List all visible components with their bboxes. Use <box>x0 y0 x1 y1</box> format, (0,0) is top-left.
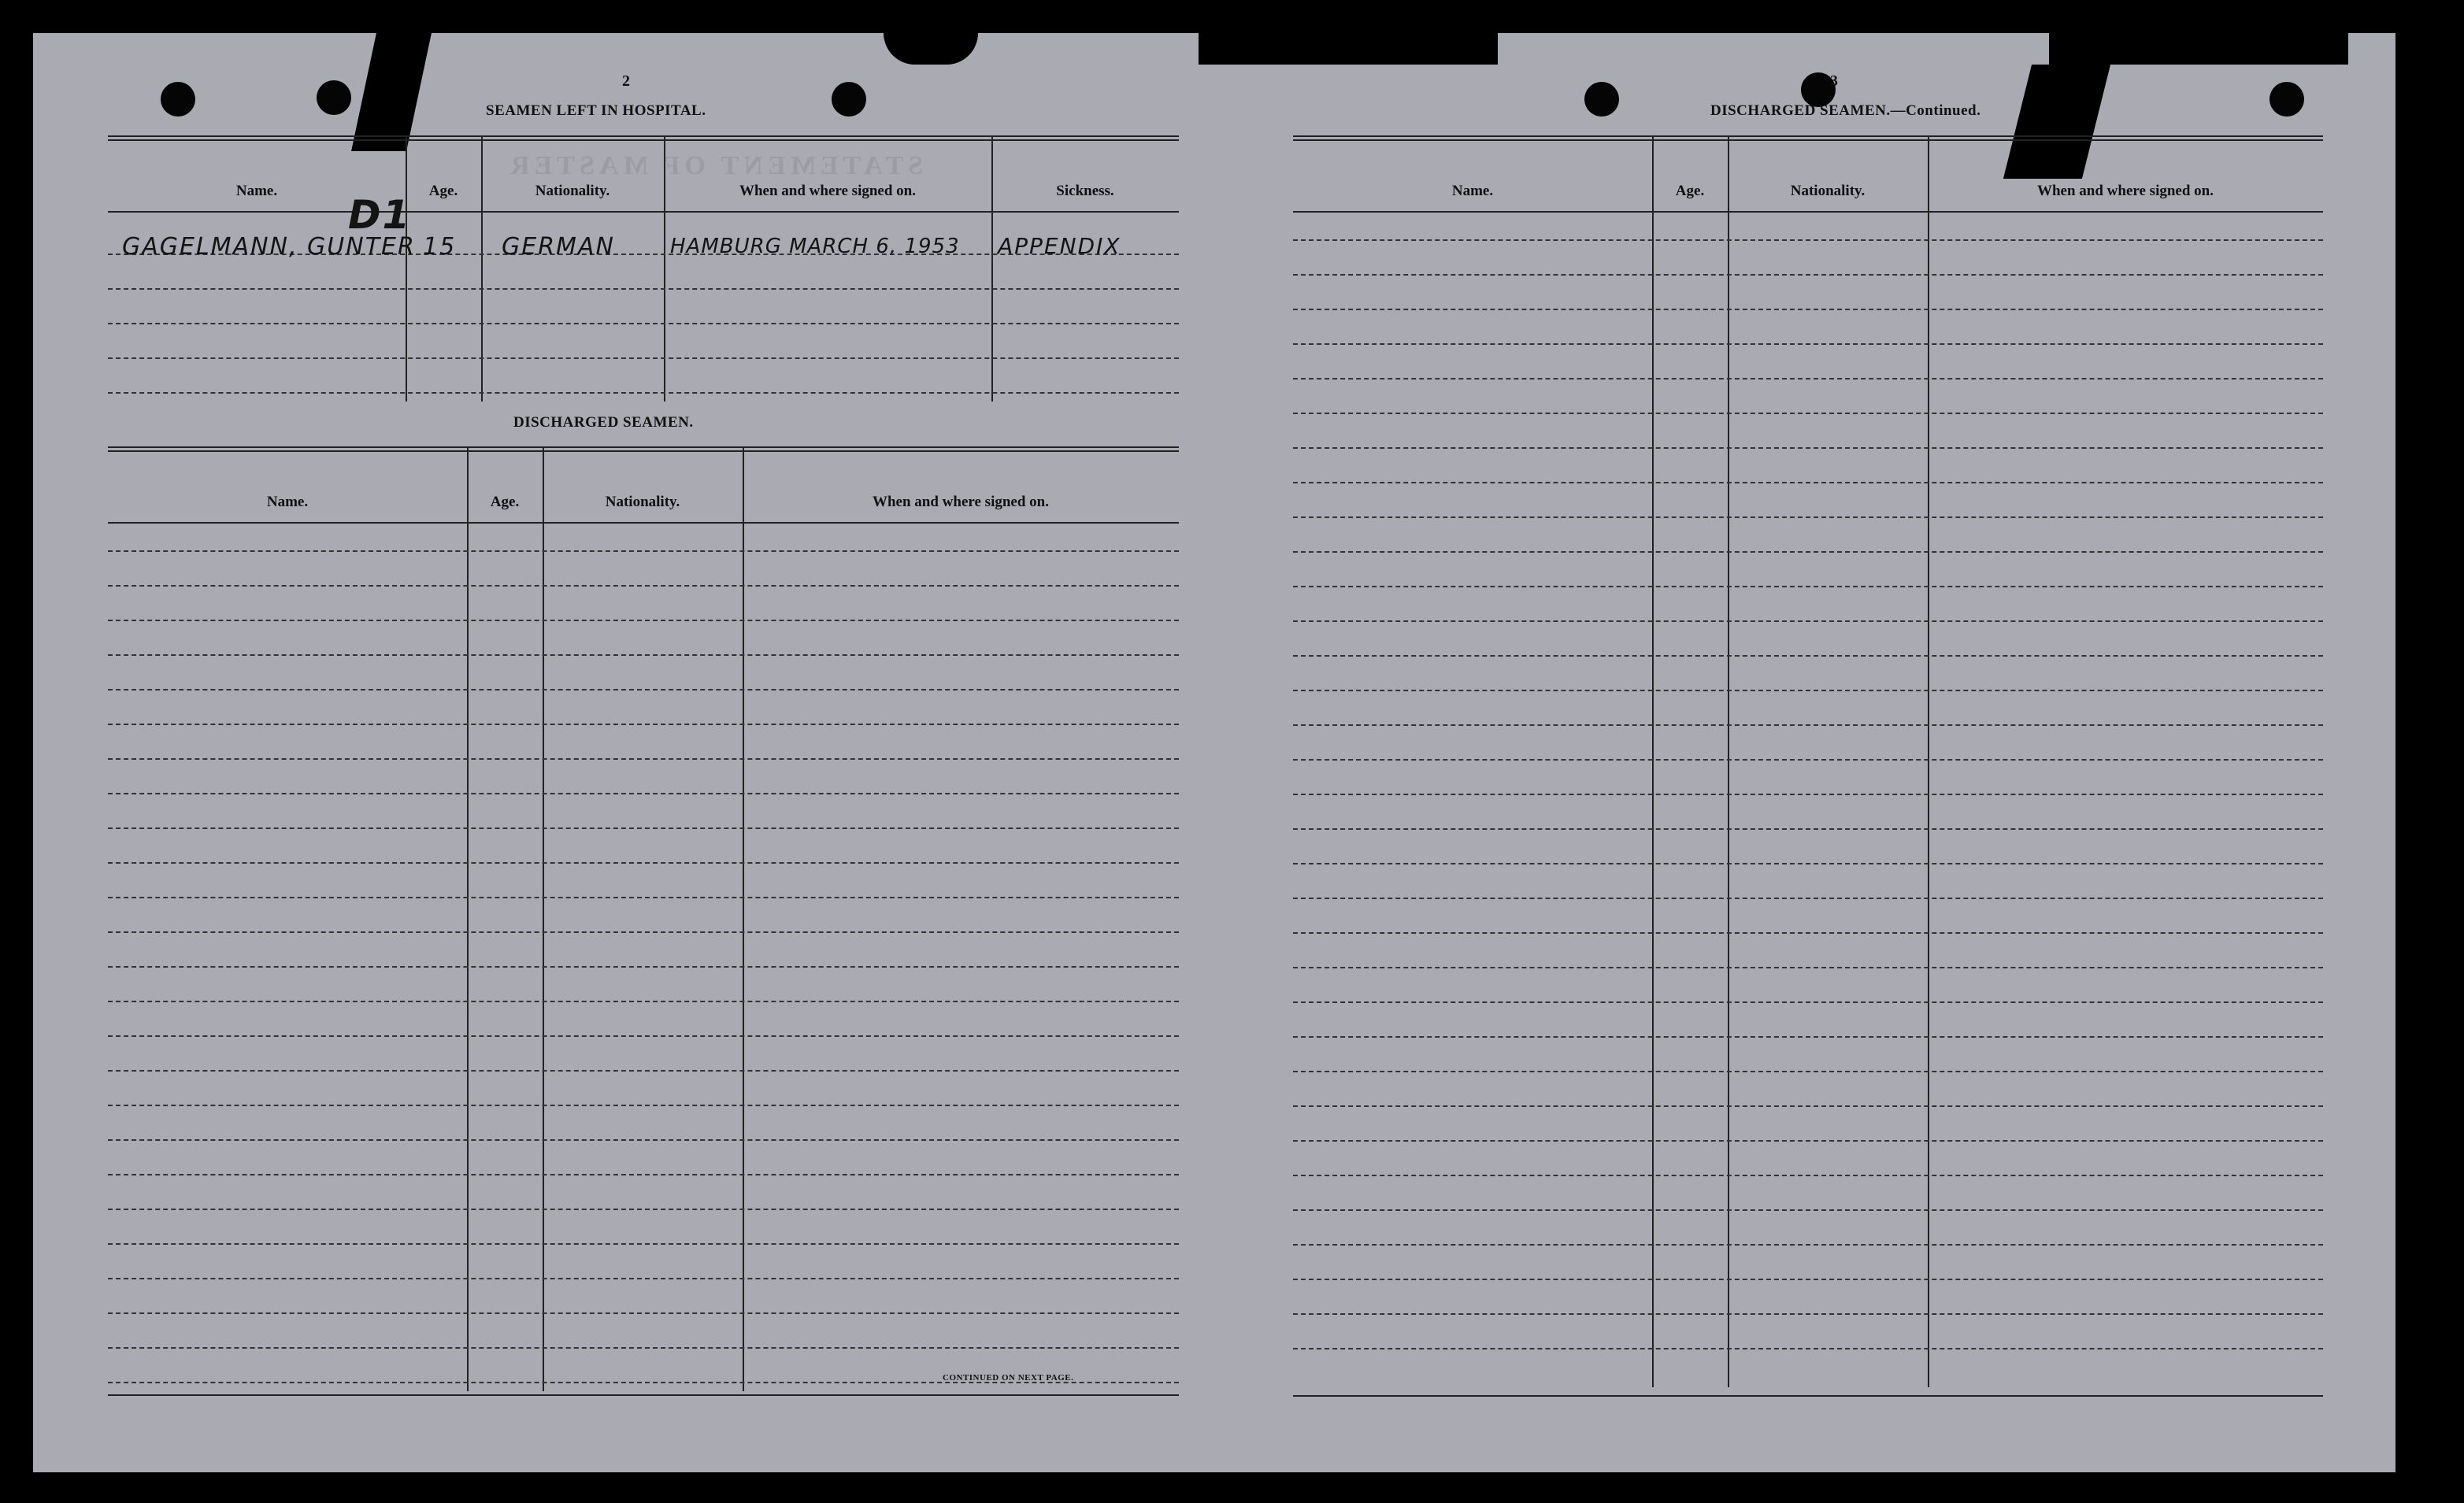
ruled-line <box>1293 378 2323 379</box>
ruled-line <box>1293 690 2323 691</box>
continued-note: CONTINUED ON NEXT PAGE. <box>943 1373 1074 1383</box>
ruled-line <box>1293 1001 2323 1003</box>
ruled-line <box>1293 482 2323 483</box>
table-bottom-rule <box>1293 1395 2323 1397</box>
ruled-line <box>108 931 1179 933</box>
ruled-line <box>108 827 1179 829</box>
binder-hole <box>317 80 351 115</box>
left-page <box>33 33 1230 1472</box>
ruled-line <box>108 966 1179 968</box>
ruled-line <box>108 1312 1179 1314</box>
ruled-line <box>108 862 1179 864</box>
column-header-age: Age. <box>428 183 458 199</box>
discharged-section-title: DISCHARGED SEAMEN. <box>513 414 694 431</box>
ruled-line <box>1293 1175 2323 1176</box>
column-header-nationality: Nationality. <box>535 183 610 199</box>
column-header-age: Age. <box>490 494 520 510</box>
torn-tab <box>884 33 978 65</box>
hospital-section-title: SEAMEN LEFT IN HOSPITAL. <box>486 102 706 119</box>
ruled-line <box>1293 239 2323 241</box>
ruled-line <box>108 897 1179 898</box>
table-top-rule <box>108 135 1179 137</box>
ruled-line <box>1293 620 2323 622</box>
hospital-entry-age: 15 <box>423 233 457 261</box>
column-divider <box>664 135 665 402</box>
ruled-line <box>1293 932 2323 934</box>
torn-tab <box>1199 33 1498 65</box>
ruled-line <box>1293 343 2323 345</box>
table-top-rule <box>108 446 1179 448</box>
column-header-nationality: Nationality. <box>1790 183 1866 199</box>
header-rule <box>1293 211 2323 213</box>
ruled-line <box>108 585 1179 587</box>
ruled-line <box>1293 1036 2323 1038</box>
binder-hole <box>161 82 195 117</box>
ruled-line <box>1293 794 2323 795</box>
ruled-line <box>108 1139 1179 1141</box>
ruled-line <box>1293 551 2323 553</box>
torn-tab <box>2049 33 2348 65</box>
ruled-line <box>108 392 1179 394</box>
ruled-line <box>108 793 1179 794</box>
binder-hole <box>2269 82 2304 117</box>
ruled-line <box>1293 1313 2323 1315</box>
ruled-line <box>1293 516 2323 518</box>
ruled-line <box>1293 447 2323 449</box>
ruled-line <box>1293 863 2323 864</box>
column-header-name: Name. <box>235 183 278 199</box>
discharged-table-left <box>108 446 1179 1407</box>
torn-tab <box>351 33 432 151</box>
table-top-rule <box>1293 135 2323 137</box>
hospital-entry-nationality: GERMAN <box>502 233 615 261</box>
column-header-nationality: Nationality. <box>605 494 680 510</box>
column-header-signed-on: When and where signed on. <box>739 183 916 199</box>
ruled-line <box>1293 759 2323 761</box>
discharged-continued-title: DISCHARGED SEAMEN.—Continued. <box>1710 102 1981 119</box>
ruled-line <box>108 1174 1179 1175</box>
hospital-entry-name: GAGELMANN, GUNTER <box>122 233 416 261</box>
column-header-name: Name. <box>266 494 309 510</box>
ruled-line <box>1293 724 2323 726</box>
column-header-age: Age. <box>1675 183 1705 199</box>
ruled-line <box>108 1209 1179 1210</box>
ruled-line <box>1293 655 2323 657</box>
ruled-line <box>108 689 1179 690</box>
ruled-line <box>1293 413 2323 414</box>
ruled-line <box>1293 967 2323 968</box>
header-rule <box>108 211 1179 213</box>
column-divider <box>1652 135 1654 1387</box>
column-divider <box>1728 135 1729 1387</box>
ruled-line <box>108 620 1179 621</box>
ruled-line <box>1293 1140 2323 1142</box>
header-rule <box>108 522 1179 524</box>
ruled-line <box>1293 309 2323 310</box>
column-divider <box>543 446 544 1391</box>
ruled-line <box>108 758 1179 760</box>
ruled-line <box>108 1347 1179 1349</box>
handwritten-annotation: D1 <box>348 192 412 238</box>
ruled-line <box>1293 274 2323 276</box>
ruled-line <box>108 357 1179 359</box>
ruled-line <box>1293 586 2323 587</box>
table-bottom-rule <box>108 1394 1179 1396</box>
hospital-entry-signed-on: HAMBURG MARCH 6, 1953 <box>670 235 960 258</box>
ruled-line <box>1293 1348 2323 1349</box>
column-divider <box>481 135 483 402</box>
ruled-line <box>1293 1209 2323 1211</box>
column-header-sickness: Sickness. <box>1056 183 1114 199</box>
ruled-line <box>108 724 1179 725</box>
column-divider <box>991 135 993 402</box>
ruled-line <box>108 1070 1179 1072</box>
bleed-through-text: STATEMENT OF MASTER <box>506 151 924 180</box>
page-number: 3 <box>1830 72 1838 90</box>
form-sheet <box>33 33 2395 1472</box>
ruled-line <box>1293 1279 2323 1280</box>
ruled-line <box>1293 898 2323 899</box>
ruled-line <box>1293 1071 2323 1072</box>
ruled-line <box>108 1278 1179 1279</box>
column-header-signed-on: When and where signed on. <box>872 494 1049 510</box>
ruled-line <box>108 550 1179 552</box>
column-divider <box>743 446 744 1391</box>
column-divider <box>467 446 469 1391</box>
column-divider <box>1928 135 1929 1387</box>
ruled-line <box>108 288 1179 290</box>
hospital-table <box>108 135 1179 435</box>
ruled-line <box>108 1001 1179 1002</box>
ruled-line <box>108 1105 1179 1106</box>
column-divider <box>406 135 407 402</box>
column-header-signed-on: When and where signed on. <box>2036 183 2214 199</box>
binder-hole <box>1584 82 1619 117</box>
ruled-line <box>108 1035 1179 1037</box>
ruled-line <box>1293 1244 2323 1246</box>
ruled-line <box>108 323 1179 324</box>
discharged-table-right <box>1293 135 2323 1395</box>
hospital-entry-sickness: APPENDIX <box>998 233 1121 259</box>
right-page <box>1230 33 2395 1472</box>
ruled-line <box>1293 1105 2323 1107</box>
column-header-name: Name. <box>1451 183 1494 199</box>
ruled-line <box>1293 828 2323 830</box>
binder-hole <box>832 82 866 117</box>
ruled-line <box>108 1243 1179 1245</box>
page-number: 2 <box>622 72 630 90</box>
ruled-line <box>108 654 1179 656</box>
